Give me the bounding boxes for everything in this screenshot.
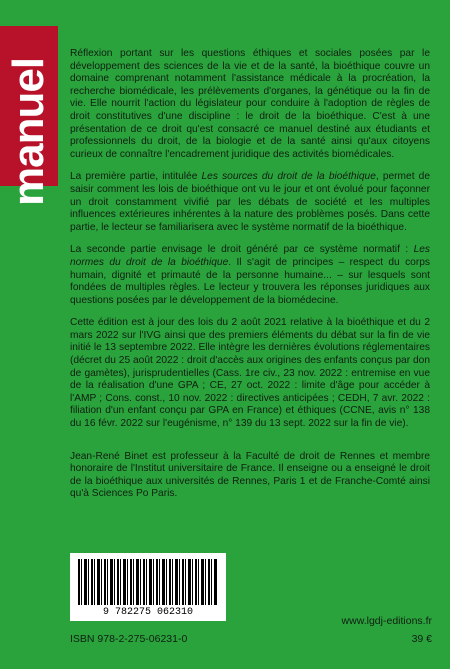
summary-paragraph: Réflexion portant sur les questions éthiques et sociales posées par le développement des sciences de la vie et de la santé, la bioéthique couvre un domaine comprenant notamment l'assistance médicale à la procréation, la recherche biomédicale, les prélèvements d'organes, la génétique ou la fin de vie. Elle nourrit l'action du législateur pour conduire à l'adoption de règles de droit constitutives d'une discipline : le droit de la bioéthique. C'est à une présentation de ce droit qu'est consacré ce manuel destiné aux étudiants et professionnels du droit, de la biologie et de la santé ainsi qu'aux citoyens curieux de connaître l'encadrement juridique des activités biomédicales.: [70, 48, 430, 160]
barcode-number: 9 782275 062310: [102, 607, 193, 618]
part-one-title: Les sources du droit de la bioéthique: [201, 171, 376, 183]
part-two-paragraph: La seconde partie envisage le droit généré par ce système normatif : Les normes du droit de la bioéthique. Il s'agit de principes – respect du corps humain, dignité et primauté de la personne humaine... – sur lesquels sont fondées de multiples règles. Le lecteur y trouvera les réponses juridiques aux questions posées par le développement de la biomédecine.: [70, 244, 430, 306]
author-bio: Jean-René Binet est professeur à la Faculté de droit de Rennes et membre honoraire de l'Institut universitaire de France. Il enseigne ou a enseigné le droit de la bioéthique aux universités de Rennes, Paris 1 et de Franche-Comté ainsi qu'à Sciences Po Paris.: [70, 450, 430, 500]
collection-tab: [0, 26, 58, 207]
barcode-bars: [78, 559, 218, 605]
publisher-website: www.lgdj-editions.fr: [341, 615, 432, 627]
edition-paragraph: Cette édition est à jour des lois du 2 août 2021 relative à la bioéthique et du 2 mars 2022 sur l'IVG ainsi que des premiers éléments du débat sur la fin de vie initié le 13 septembre 2022. Elle intègre les dernières évolutions réglementaires (décret du 25 août 2022 : droit d'accès aux origines des enfants conçus par don de gamètes), jurisprudentielles (Cass. 1re civ., 23 nov. 2022 : entremise en vue de la réalisation d'une GPA ; CE, 27 oct. 2022 : limite d'âge pour accéder à l'AMP ; Cons. const., 10 nov. 2022 : directives anticipées ; CEDH, 7 avr. 2022 : filiation d'un enfant conçu par GPA en France) et éthiques (CCNE, avis n° 138 du 16 févr. 2022 sur l'eugénisme, n° 139 du 13 sept. 2022 sur la fin de vie).: [70, 317, 430, 430]
part-two-title: Les normes du droit de la bioéthique: [70, 244, 430, 268]
part-one-paragraph: La première partie, intitulée Les sources du droit de la bioéthique, permet de saisir comment les lois de bioéthique ont vu le jour et ont évolué pour façonner un droit constamment vivifié par les débats de société et les multiples influences extérieures inhérentes à la nature des problèmes posés. Dans cette partie, le lecteur se familiarisera avec le système normatif de la bioéthique.: [70, 171, 431, 233]
barcode: [70, 553, 226, 621]
back-cover-text: [70, 48, 430, 511]
collection-label: manuel: [4, 57, 53, 207]
isbn: ISBN 978-2-275-06231-0: [70, 633, 188, 645]
price: 39 €: [411, 633, 432, 645]
